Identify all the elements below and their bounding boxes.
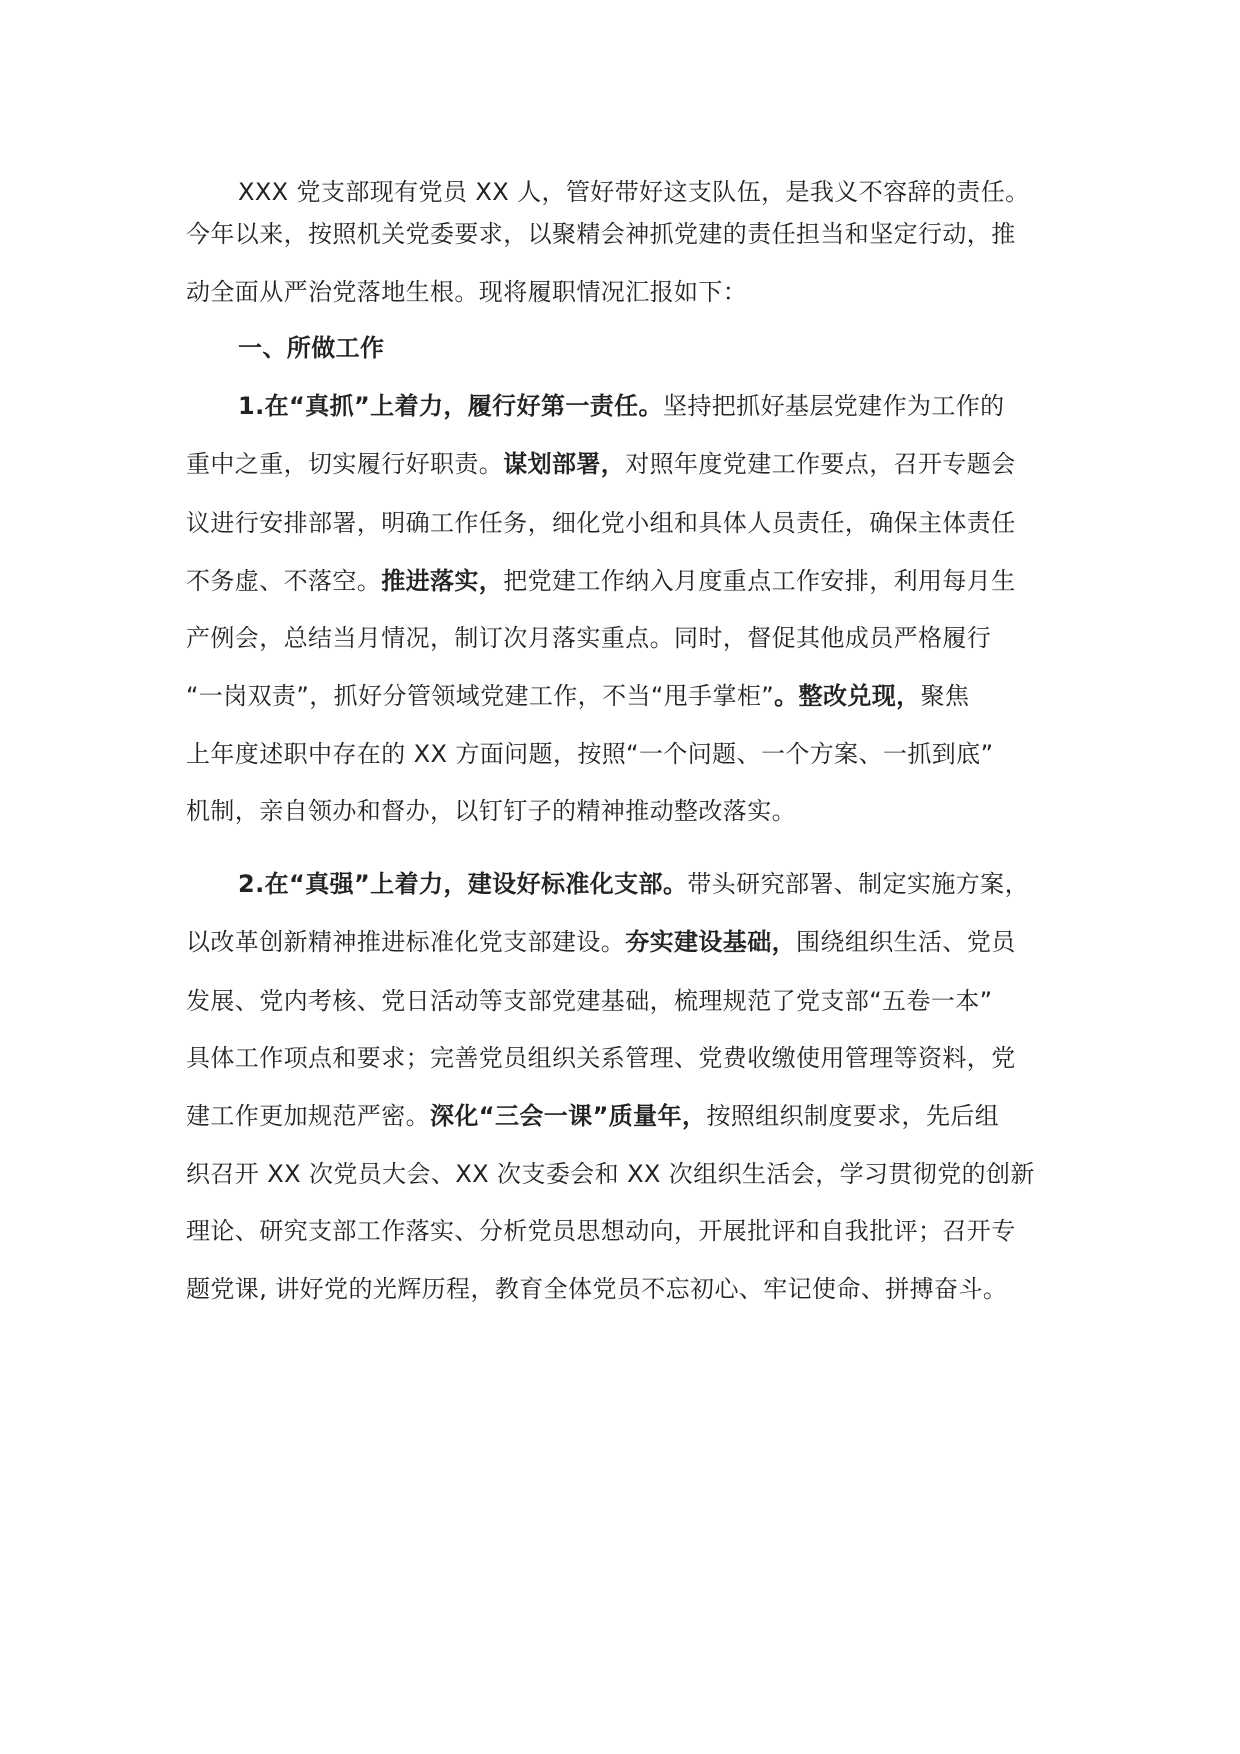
section-heading-text: 一、所做工作 [238,334,385,362]
item2-line-2b: 围绕组织生活、党员 [796,928,1016,956]
item1-line-4b: 把党建工作纳入月度重点工作安排，利用每月生 [503,567,1016,595]
item2-line-1-text: 带头研究部署、制定实施方案， [687,870,1029,898]
item1-line-2 [186,446,1016,482]
item2-line-3: 发展、党内考核、党日活动等支部党建基础，梳理规范了党支部“五卷一本” [186,987,993,1015]
item2-subhead-quality: 深化“三会一课”质量年， [430,1102,707,1130]
item1-line-6a: “一岗双责”，抓好分管领域党建工作，不当“甩手掌柜” [186,682,775,710]
item1-line-8: 机制，亲自领办和督办，以钉钉子的精神推动整改落实。 [186,797,796,825]
intro-line-2: 今年以来，按照机关党委要求，以聚精会神抓党建的责任担当和坚定行动，推 [186,220,1016,248]
item2-line-4: 具体工作项点和要求；完善党员组织关系管理、党费收缴使用管理等资料，党 [186,1044,1016,1072]
item1-line-7: 上年度述职中存在的 XX 方面问题，按照“一个问题、一个方案、一抓到底” [186,740,994,768]
item2-line-2 [186,924,1016,960]
item1-subhead-planning: 谋划部署， [503,450,626,478]
section-heading [238,330,384,366]
item1-line-4 [186,563,1016,599]
item1-line-6b: 聚焦 [920,682,970,710]
item1-line-2a: 重中之重，切实履行好职责。 [186,450,504,478]
item2-line-1 [238,866,1029,902]
item2-line-5a: 建工作更加规范严密。 [186,1102,430,1130]
item2-line-8: 题党课, 讲好党的光辉历程，教育全体党员不忘初心、牢记使命、拼搏奋斗。 [186,1275,1008,1303]
item1-line-6 [186,678,969,714]
item1-line-1 [238,388,1005,424]
item1-subhead-rectify: 。整改兑现， [774,682,921,710]
item2-line-7: 理论、研究支部工作落实、分析党员思想动向，开展批评和自我批评；召开专 [186,1217,1016,1245]
item2-title: 2.在“真强”上着力，建设好标准化支部。 [238,870,688,898]
item1-line-3: 议进行安排部署，明确工作任务，细化党小组和具体人员责任，确保主体责任 [186,509,1016,537]
intro-line-3: 动全面从严治党落地生根。现将履职情况汇报如下： [186,278,748,306]
intro-line-1: XXX 党支部现有党员 XX 人，管好带好这支队伍，是我义不容辞的责任。 [238,178,1030,206]
item2-line-5b: 按照组织制度要求，先后组 [706,1102,1000,1130]
item1-subhead-implement: 推进落实， [381,567,504,595]
item1-line-1-text: 坚持把抓好基层党建作为工作的 [662,392,1005,420]
item1-line-4a: 不务虚、不落空。 [186,567,382,595]
item1-title: 1.在“真抓”上着力，履行好第一责任。 [238,392,663,420]
item1-line-2b: 对照年度党建工作要点，召开专题会 [625,450,1016,478]
item2-line-6: 织召开 XX 次党员大会、XX 次支委会和 XX 次组织生活会，学习贯彻党的创新 [186,1160,1035,1188]
item2-subhead-foundation: 夯实建设基础， [625,928,797,956]
item2-line-2a: 以改革创新精神推进标准化党支部建设。 [186,928,626,956]
item2-line-5 [186,1098,999,1134]
item1-line-5: 产例会，总结当月情况，制订次月落实重点。同时，督促其他成员严格履行 [186,624,992,652]
